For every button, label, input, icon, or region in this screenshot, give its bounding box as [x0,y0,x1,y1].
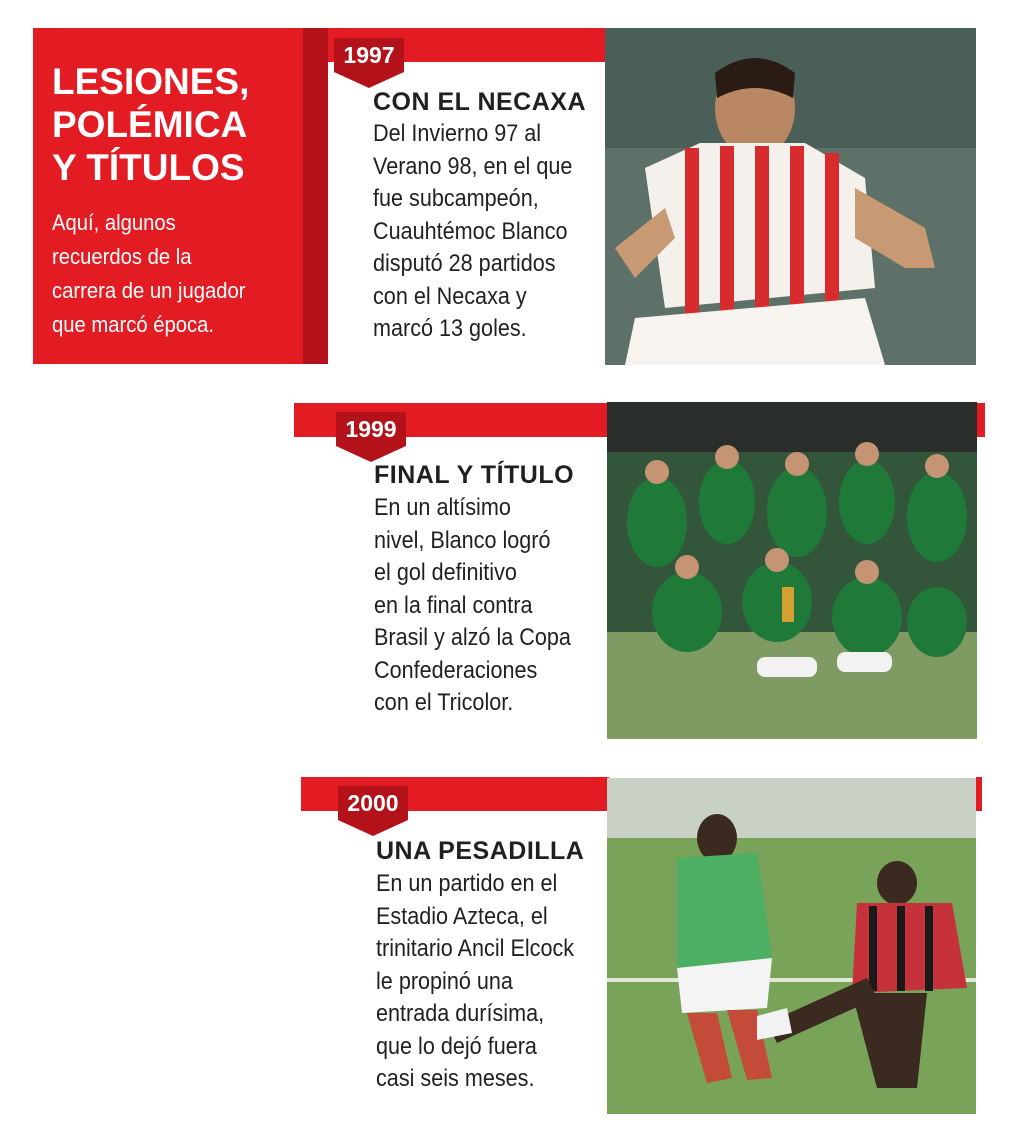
text-line: fue subcampeón, [373,185,539,212]
photo-tackle [607,778,976,1114]
entry-text-2000 [376,868,601,1096]
text-line: entrada durísima, [376,1000,545,1027]
text-line: que lo dejó fuera [376,1032,537,1060]
subtitle-line: Aquí, algunos [52,210,176,235]
text-line: trinitario Ancil Elcock [376,935,575,962]
entry-text-1997 [373,118,598,346]
photo-team-celebration [607,402,977,739]
text-line: En un altísimo [374,494,511,521]
text-line: Cuauhtémoc Blanco [373,217,568,245]
text-line: En un partido en el [376,870,558,897]
year-tag-1997: 1997 [334,38,404,72]
entry-heading-1999: FINAL Y TÍTULO [374,461,575,489]
title-line: POLÉMICA [52,104,248,145]
text-line: Del Invierno 97 al [373,120,542,147]
text-line: casi seis meses. [376,1065,535,1092]
necaxa-photo-art [605,28,976,365]
page-subtitle [52,206,269,342]
year-tag-pointer [334,72,404,88]
text-line: Brasil y alzó la Copa [374,624,571,651]
title-line: Y TÍTULOS [52,147,245,188]
intro-band [303,28,328,364]
tackle-photo-art [607,778,976,1114]
text-line: disputó 28 partidos [373,250,556,277]
entry-text-1999 [374,492,599,720]
text-line: en la final contra [374,591,533,619]
text-line: el gol definitivo [374,559,517,586]
subtitle-line: que marcó época. [52,312,215,337]
text-line: Confederaciones [374,656,538,684]
text-line: con el Necaxa y [373,282,527,310]
celebration-photo-art [607,402,977,739]
year-tag-pointer [338,820,408,836]
text-line: con el Tricolor. [374,689,514,716]
year-tag-1999: 1999 [336,412,406,446]
text-line: marcó 13 goles. [373,315,527,342]
text-line: le propinó una [376,967,513,995]
text-line: nivel, Blanco logró [374,526,551,554]
entry-heading-2000: UNA PESADILLA [376,837,585,865]
subtitle-line: carrera de un jugador [52,278,246,303]
timeline-bar-end-1999 [977,403,985,437]
page-title [52,60,292,189]
photo-necaxa-player [605,28,976,365]
text-line: Estadio Azteca, el [376,902,548,930]
year-tag-pointer [336,446,406,462]
timeline-bar-end-2000 [976,777,982,811]
entry-heading-1997: CON EL NECAXA [373,88,587,116]
text-line: Verano 98, en el que [373,152,573,180]
subtitle-line: recuerdos de la [52,244,192,269]
title-line: LESIONES, [52,61,250,102]
year-tag-2000: 2000 [338,786,408,820]
